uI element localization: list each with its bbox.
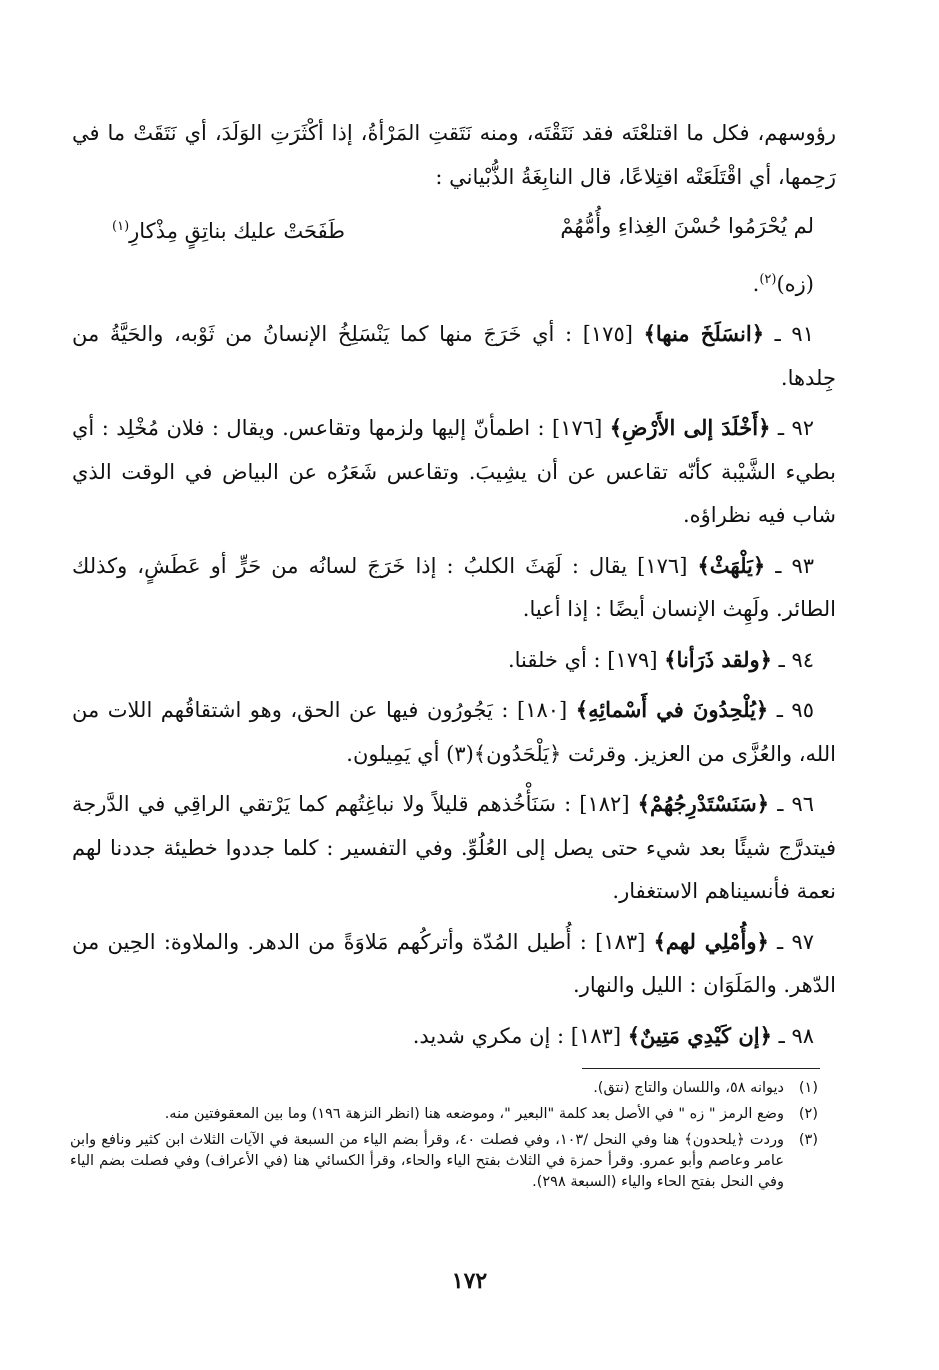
entry-verse-ref: [١٧٦] [552, 416, 603, 440]
entry-term: ﴿انسَلَخَ منها﴾ [643, 321, 765, 346]
entry-verse-ref: [١٨٢] [579, 792, 630, 816]
entry-paragraph [72, 406, 836, 538]
entry-number: ٩٧ ـ [777, 929, 814, 954]
entry-term: ﴿إن كَيْدِي مَتِينٌ﴾ [627, 1022, 772, 1048]
entry-paragraph [72, 312, 836, 400]
poem-verse [72, 205, 836, 254]
entry-paragraph [72, 638, 836, 683]
opening-line-1: رؤوسهم، فكل ما اقتلعْتَه فقد نَتَقْتَه، ومنه نَتَقتِ المَرْأةُ، إذا أكْثَرَتِ الوَلَدَ، أي نَتَقَتْ [133, 121, 836, 145]
footnotes [70, 1078, 818, 1198]
page-number: ١٧٢ [451, 1268, 488, 1294]
entry-paragraph [72, 1014, 836, 1059]
entry-text: : أي خلقنا. [507, 647, 601, 672]
footnote-number: (٣) [798, 1132, 818, 1148]
entries-list [72, 312, 836, 1058]
poem-hemistich-left: طَفَحَتْ عليك بناتِقٍ مِذْكارِ$^{(١)}$ [112, 219, 345, 243]
entry-paragraph [72, 920, 836, 1008]
entry-text: يقال : لَهَثَ الكلبُ : إذا خَرَجَ لسانُه من حَرٍّ أو عَطَشٍ، وكذلك الطائر. ولَهِث الإنسان أيضًا : إذا أعيا. [72, 553, 836, 621]
entry-number: ٩٨ ـ [778, 1023, 814, 1048]
entry-term: ﴿ولقد ذَرَأنا﴾ [664, 646, 772, 672]
entry-paragraph [72, 782, 836, 914]
entry-term: ﴿وأُمْلِي لهم﴾ [653, 928, 769, 954]
footnote-number: (٢) [798, 1106, 818, 1122]
opening-paragraph [72, 112, 836, 199]
zah-marker: (زه)$^{(٢)}$. [752, 271, 814, 296]
entry-number: ٩٢ ـ [777, 416, 814, 440]
entry-number: ٩١ ـ [774, 322, 814, 346]
footnote [70, 1104, 818, 1125]
entry-verse-ref: [١٧٥] [582, 322, 633, 346]
entry-text: : سَنَأْخُذهم قليلاً ولا نباغِتُهم كما يَرْتقي الراقِي في الدَّرجة فيتدرَّج شيئًا بعد شيء حتى يصل إلى العُلُوِّ. وفي التفسير : كلما جددوا خطيئة جددنا لهم نعمة فأنسيناهم الاستغفار. [72, 792, 836, 903]
footnote-divider [582, 1068, 820, 1069]
entry-text: : اطمأنّ إليها ولزمها وتقاعس. ويقال : فلان مُخْلِد : أي بطيء الشَّيْبة كأنّه تقاعس عن أن يشِيبَ. وتقاعس شَعَرُه عن البياض في الوقت الذي شاب فيه نظراؤه. [72, 416, 836, 527]
entry-term: ﴿سَنَسْتَدْرِجُهُمْ﴾ [637, 791, 770, 816]
entry-term: ﴿أَخْلَدَ إلى الأَرْضِ﴾ [609, 415, 771, 440]
entry-text: : أُطيل المُدّة وأتركُهم مَلاوَةً من الدهر. والملاوة: الحِين من الدّهر. والمَلَوَان : الليل والنهار. [72, 929, 836, 997]
entry-text: : أي خَرَجَ منها كما يَنْسَلِخُ الإنسانُ من ثَوْبه، والحَيَّةُ من جِلدها. [72, 322, 836, 390]
main-text [72, 112, 836, 1064]
entry-verse-ref: [١٨٠] [517, 698, 568, 722]
entry-verse-ref: [١٧٦] [637, 553, 688, 578]
entry-number: ٩٥ ـ [776, 698, 814, 722]
entry-verse-ref: [١٨٣] [570, 1023, 622, 1048]
footnote-text: وضع الرمز " زه " في الأصل بعد كلمة "البعير "، وموضعه هنا (انظر النزهة ١٩٦) وما بين المعقوفتين منه. [164, 1106, 784, 1122]
footnote-text: وردت ﴿يلحدون﴾ هنا وفي النحل /١٠٣، وفي فصلت ٤٠، وقرأ بضم الياء من السبعة في الآيات الثلاث ابن كثير ونافع وابن عامر وعاصم وأبو عمرو. وقرأ حمزة في الثلاث بفتح الياء والحاء، وقرأ الكسائي هنا (في الأعراف) وفي فصلت بضم الياء وفي النحل بفتح الحاء والياء (السبعة ٢٩٨). [70, 1132, 784, 1190]
footnote-text: ديوانه ٥٨، واللسان والتاج (نتق). [593, 1080, 784, 1096]
entry-paragraph [72, 688, 836, 776]
footnote-ref-2: (٢) [759, 271, 777, 287]
entry-term: ﴿يُلْحِدُونَ في أَسْمائِهِ﴾ [575, 697, 769, 722]
footnote [70, 1130, 818, 1193]
entry-number: ٩٣ ـ [775, 553, 815, 578]
entry-verse-ref: [١٧٩] [607, 647, 658, 672]
entry-term: ﴿يَلْهَثْ﴾ [697, 552, 766, 578]
entry-number: ٩٤ ـ [778, 647, 814, 672]
footnote-number: (١) [798, 1080, 818, 1096]
entry-paragraph [72, 544, 836, 632]
opening-line-2: ما في رَحِمها، أي اقْتَلَعَتْه اقتِلاعًا، قال النابِغَةُ الذُّبْياني : [72, 121, 836, 189]
footnote-ref-1: (١) [112, 219, 130, 234]
entry-text: : يَجُورُون فيها عن الحق، وهو اشتقاقُهم اللات من الله، والعُزَّى من العزيز. وقرئت ﴿يَلْحَدُون﴾(٣) أي يَمِيلون. [72, 698, 836, 766]
footnote [70, 1078, 818, 1099]
poem-hemistich-right: لم يُحْرَمُوا حُسْنَ الغِذاءِ وأُمُّهُمْ [560, 214, 814, 238]
entry-verse-ref: [١٨٣] [595, 929, 646, 954]
entry-number: ٩٦ ـ [777, 792, 814, 816]
entry-text: : إن مكري شديد. [412, 1023, 565, 1048]
